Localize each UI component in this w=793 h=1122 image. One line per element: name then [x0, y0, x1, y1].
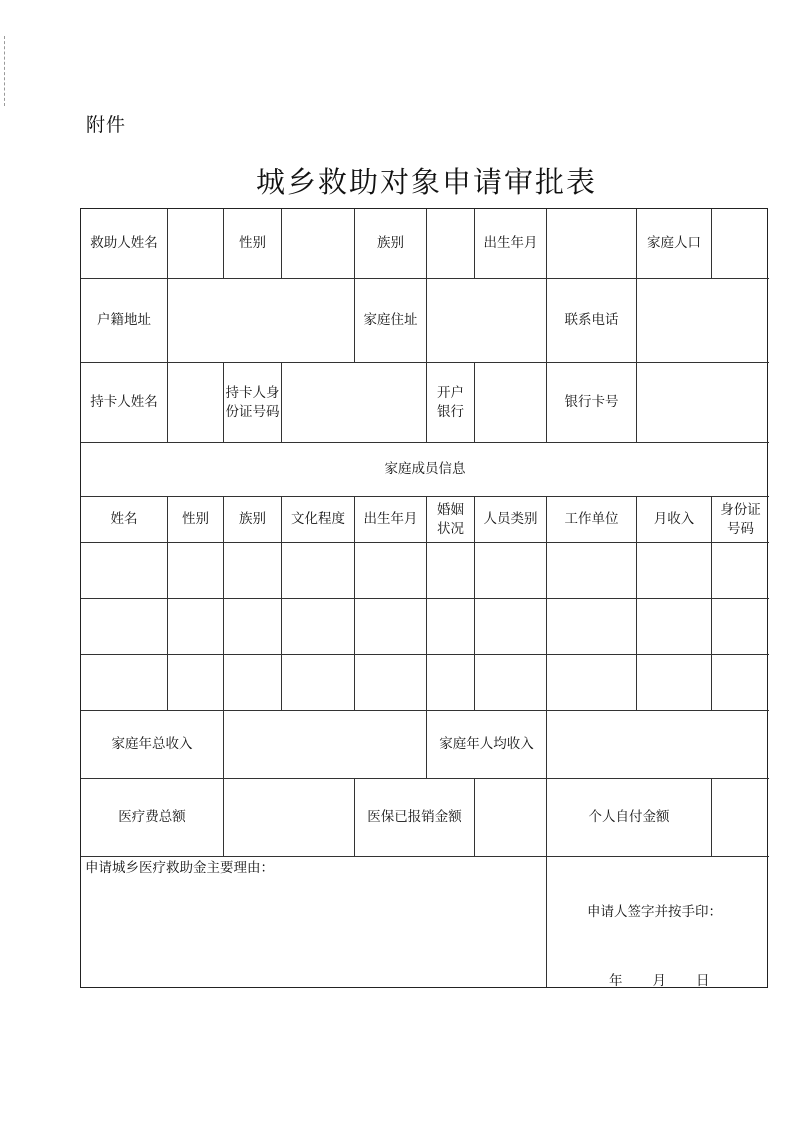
cardholder-name-label: 持卡人姓名 — [81, 363, 168, 443]
family-row-3-cell[interactable] — [81, 655, 168, 711]
self-paid-label: 个人自付金额 — [547, 779, 712, 857]
family-section-title: 家庭成员信息 — [81, 443, 769, 497]
application-form-table — [80, 208, 768, 988]
registered-address-field[interactable] — [168, 279, 355, 363]
cardholder-id-field[interactable] — [282, 363, 427, 443]
household-size-label: 家庭人口 — [637, 209, 712, 279]
bank-card-label: 银行卡号 — [547, 363, 637, 443]
per-capita-income-field[interactable] — [547, 711, 769, 779]
family-row-3-cell[interactable] — [168, 655, 224, 711]
family-row-1-cell[interactable] — [224, 543, 282, 599]
reason-label: 申请城乡医疗救助金主要理由： — [85, 860, 274, 876]
family-row-1-cell[interactable] — [475, 543, 547, 599]
col-workplace-header: 工作单位 — [547, 497, 637, 543]
col-ethnicity-header: 族别 — [224, 497, 282, 543]
family-row-3-cell[interactable] — [355, 655, 427, 711]
family-row-3-cell[interactable] — [282, 655, 355, 711]
col-income-header: 月收入 — [637, 497, 712, 543]
family-row-1-cell[interactable] — [427, 543, 475, 599]
birth-date-field[interactable] — [547, 209, 637, 279]
home-address-label: 家庭住址 — [355, 279, 427, 363]
col-id-header: 身份证 号码 — [712, 497, 769, 543]
signature-label: 申请人签字并按手印： — [587, 904, 722, 920]
date-month: 月 — [652, 973, 666, 989]
bank-field[interactable] — [475, 363, 547, 443]
ethnicity-field[interactable] — [427, 209, 475, 279]
family-row-1-cell[interactable] — [547, 543, 637, 599]
family-row-3-cell[interactable] — [475, 655, 547, 711]
family-row-1-cell[interactable] — [712, 543, 769, 599]
family-row-2-cell[interactable] — [637, 599, 712, 655]
family-row-3-cell[interactable] — [427, 655, 475, 711]
family-row-1-cell[interactable] — [355, 543, 427, 599]
medical-total-label: 医疗费总额 — [81, 779, 224, 857]
col-name-header: 姓名 — [81, 497, 168, 543]
gender-field[interactable] — [282, 209, 355, 279]
col-gender-header: 性别 — [168, 497, 224, 543]
attachment-label: 附件 — [86, 114, 127, 136]
family-row-2-cell[interactable] — [427, 599, 475, 655]
household-size-field[interactable] — [712, 209, 769, 279]
birth-date-label: 出生年月 — [475, 209, 547, 279]
bank-card-field[interactable] — [637, 363, 769, 443]
reimbursed-label: 医保已报销金额 — [355, 779, 475, 857]
cardholder-name-field[interactable] — [168, 363, 224, 443]
family-row-2-cell[interactable] — [712, 599, 769, 655]
cardholder-id-label: 持卡人身 份证号码 — [224, 363, 282, 443]
reimbursed-field[interactable] — [475, 779, 547, 857]
family-row-2-cell[interactable] — [475, 599, 547, 655]
per-capita-income-label: 家庭年人均收入 — [427, 711, 547, 779]
family-row-3-cell[interactable] — [224, 655, 282, 711]
family-row-1-cell[interactable] — [637, 543, 712, 599]
signature-date — [609, 972, 710, 991]
medical-total-field[interactable] — [224, 779, 355, 857]
family-row-2-cell[interactable] — [224, 599, 282, 655]
applicant-name-field[interactable] — [168, 209, 224, 279]
col-category-header: 人员类别 — [475, 497, 547, 543]
phone-label: 联系电话 — [547, 279, 637, 363]
family-row-2-cell[interactable] — [547, 599, 637, 655]
family-row-3-cell[interactable] — [712, 655, 769, 711]
family-row-3-cell[interactable] — [637, 655, 712, 711]
registered-address-label: 户籍地址 — [81, 279, 168, 363]
date-day: 日 — [696, 973, 710, 989]
self-paid-field[interactable] — [712, 779, 769, 857]
family-row-1-cell[interactable] — [81, 543, 168, 599]
family-row-3-cell[interactable] — [547, 655, 637, 711]
bank-label: 开户 银行 — [427, 363, 475, 443]
form-title: 城乡救助对象申请审批表 — [255, 165, 597, 199]
col-education-header: 文化程度 — [282, 497, 355, 543]
family-row-2-cell[interactable] — [168, 599, 224, 655]
family-row-1-cell[interactable] — [168, 543, 224, 599]
col-birth-header: 出生年月 — [355, 497, 427, 543]
applicant-name-label: 救助人姓名 — [81, 209, 168, 279]
gender-label: 性别 — [224, 209, 282, 279]
date-year: 年 — [609, 973, 623, 989]
reason-field[interactable] — [81, 857, 547, 987]
home-address-field[interactable] — [427, 279, 547, 363]
signature-area[interactable] — [547, 857, 769, 987]
scan-edge-marks — [4, 36, 13, 106]
phone-field[interactable] — [637, 279, 769, 363]
col-marital-header: 婚姻 状况 — [427, 497, 475, 543]
annual-income-field[interactable] — [224, 711, 427, 779]
family-row-1-cell[interactable] — [282, 543, 355, 599]
family-row-2-cell[interactable] — [282, 599, 355, 655]
family-row-2-cell[interactable] — [81, 599, 168, 655]
family-row-2-cell[interactable] — [355, 599, 427, 655]
ethnicity-label: 族别 — [355, 209, 427, 279]
annual-income-label: 家庭年总收入 — [81, 711, 224, 779]
